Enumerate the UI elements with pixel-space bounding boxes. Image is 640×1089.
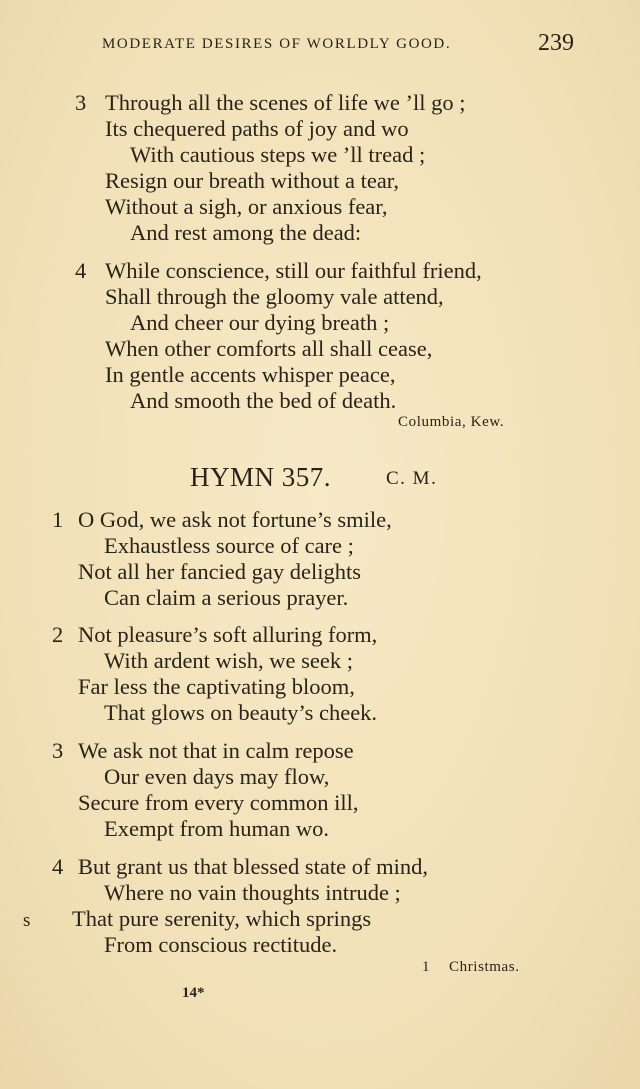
verse-line: With ardent wish, we seek ; <box>104 648 354 673</box>
verse-number: 1 <box>52 507 64 532</box>
verse-line: Far less the captivating bloom, <box>78 674 355 699</box>
verse-number: 4 <box>75 258 87 283</box>
running-title: MODERATE DESIRES OF WORLDLY GOOD. <box>102 36 452 52</box>
margin-mark: s <box>23 910 31 931</box>
verse-line: We ask not that in calm repose <box>78 738 354 763</box>
verse-line: That glows on beauty’s cheek. <box>104 700 378 725</box>
verse-line: Without a sigh, or anxious fear, <box>105 194 388 219</box>
verse-number: 2 <box>52 622 64 647</box>
verse-line: Resign our breath without a tear, <box>105 168 400 193</box>
verse-number: 4 <box>52 854 64 879</box>
verse-line: Can claim a serious prayer. <box>104 585 349 610</box>
verse-line: But grant us that blessed state of mind, <box>78 854 428 879</box>
verse-line: Secure from every common ill, <box>78 790 359 815</box>
tune-credit: Columbia, Kew. <box>398 414 505 430</box>
verse-line: Exhaustless source of care ; <box>104 533 354 558</box>
verse-line: In gentle accents whisper peace, <box>105 362 396 387</box>
verse-line: And cheer our dying breath ; <box>130 310 390 335</box>
verse-line: And smooth the bed of death. <box>130 388 397 413</box>
verse-line: Our even days may flow, <box>104 764 330 789</box>
verse-line: Through all the scenes of life we ’ll go ; <box>105 90 466 115</box>
verse-line: While conscience, still our faithful friend, <box>105 258 482 283</box>
hymn-meter: C. M. <box>386 468 438 489</box>
verse-line: Its chequered paths of joy and wo <box>105 116 409 141</box>
verse-number: 3 <box>75 90 87 115</box>
footnote-tune: Christmas. <box>449 959 520 975</box>
verse-line: That pure serenity, which springs <box>72 906 372 931</box>
verse-line: When other comforts all shall cease, <box>105 336 433 361</box>
verse-line: Where no vain thoughts intrude ; <box>104 880 401 905</box>
printer-signature: 14* <box>182 985 205 1001</box>
verse-line: Not all her fancied gay delights <box>78 559 362 584</box>
verse-line: O God, we ask not fortune’s smile, <box>78 507 392 532</box>
verse-line: Shall through the gloomy vale attend, <box>105 284 444 309</box>
verse-line: With cautious steps we ’ll tread ; <box>130 142 426 167</box>
verse-line: From conscious rectitude. <box>104 932 338 957</box>
verse-line: And rest among the dead: <box>130 220 362 245</box>
hymn-title: HYMN 357. <box>190 462 332 492</box>
page-number: 239 <box>538 30 574 56</box>
footnote-number: 1 <box>422 959 430 975</box>
verse-line: Exempt from human wo. <box>104 816 329 841</box>
verse-line: Not pleasure’s soft alluring form, <box>78 622 378 647</box>
verse-number: 3 <box>52 738 64 763</box>
